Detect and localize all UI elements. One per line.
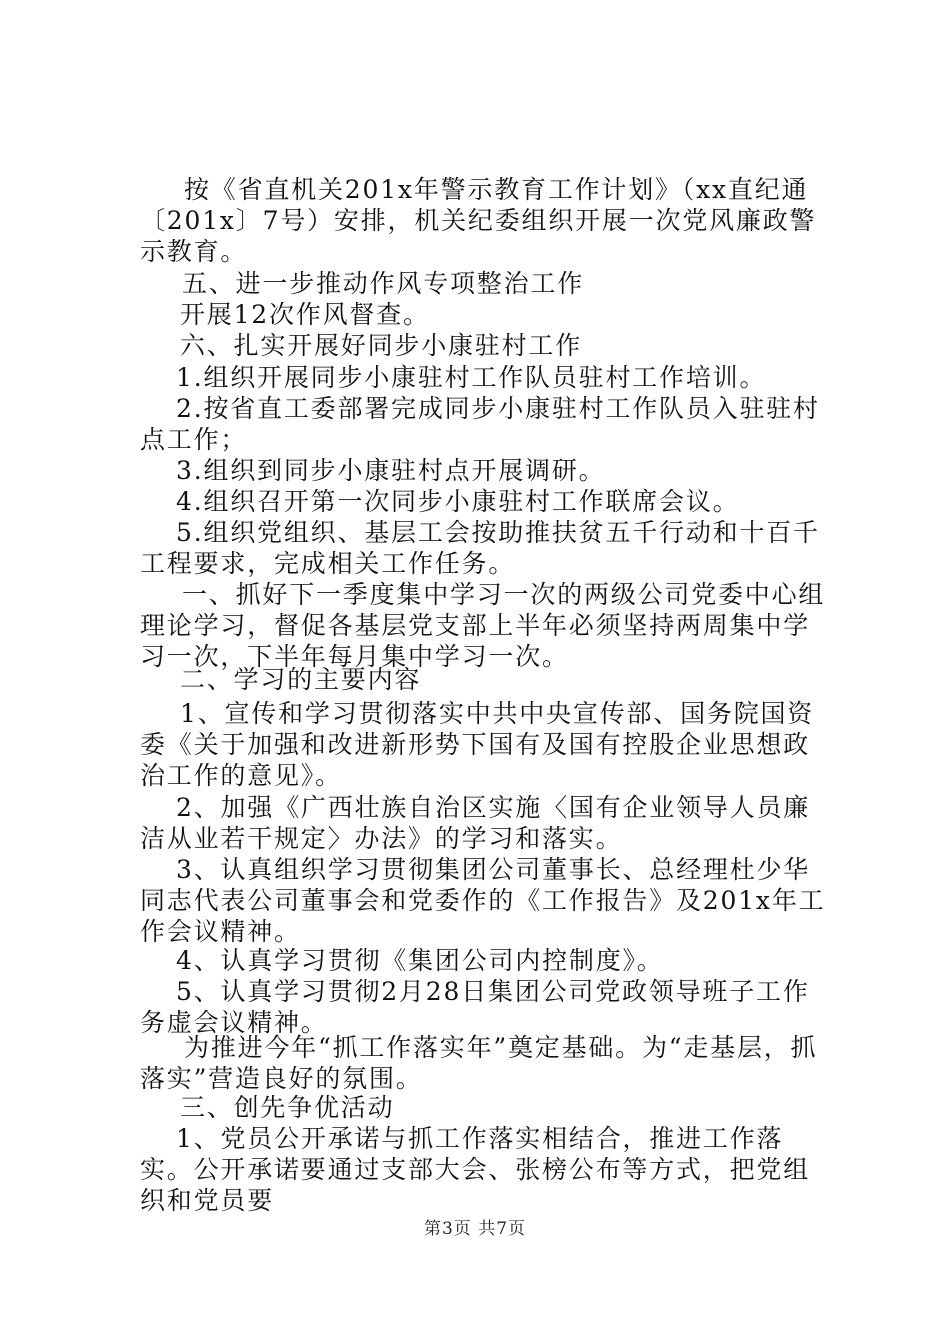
paragraph-foundation: 为推进今年“抓工作落实年”奠定基础。为“走基层，抓落实”营造良好的氛围。 xyxy=(140,1033,818,1094)
heading-study-content: 二、学习的主要内容 xyxy=(180,665,422,694)
study-item-3: 3、认真组织学习贯彻集团公司董事长、总经理杜少华同志代表公司董事会和党委作的《工作报告》及201x年工作会议精神。 xyxy=(140,855,826,947)
heading-village-work: 六、扎实开展好同步小康驻村工作 xyxy=(180,331,583,360)
heading-excellence: 三、创先争优活动 xyxy=(180,1093,395,1122)
study-item-2: 2、加强《广西壮族自治区实施〈国有企业领导人员廉洁从业若干规定〉办法》的学习和落实。 xyxy=(140,793,811,854)
paragraph-warning-education: 按《省直机关201x年警示教育工作计划》（xx直纪通〔201x〕7号）安排，机关纪委组织开展一次党风廉政警示教育。 xyxy=(140,175,817,267)
excellence-item-1: 1、党员公开承诺与抓工作落实相结合，推进工作落实。公开承诺要通过支部大会、张榜公布等方式，把党组织和党员要 xyxy=(140,1124,811,1216)
list-item-5: 5.组织党组织、基层工会按助推扶贫五千行动和十百千工程要求，完成相关工作任务。 xyxy=(140,518,820,579)
paragraph-study-plan: 一、抓好下一季度集中学习一次的两级公司党委中心组理论学习，督促各基层党支部上半年必须坚持两周集中学习一次，下半年每月集中学习一次。 xyxy=(140,580,826,672)
study-item-5: 5、认真学习贯彻2月28日集团公司党政领导班子工作务虚会议精神。 xyxy=(140,977,810,1038)
study-item-1: 1、宣传和学习贯彻落实中共中央宣传部、国务院国资委《关于加强和改进新形势下国有及国有控股企业思想政治工作的意见》。 xyxy=(140,699,815,791)
list-item-1: 1.组织开展同步小康驻村工作队员驻村工作培训。 xyxy=(176,363,767,392)
list-item-3: 3.组织到同步小康驻村点开展调研。 xyxy=(176,456,606,485)
list-item-4: 4.组织召开第一次同步小康驻村工作联席会议。 xyxy=(176,487,740,516)
paragraph-inspections: 开展12次作风督查。 xyxy=(180,300,430,329)
list-item-2: 2.按省直工委部署完成同步小康驻村工作队员入驻驻村点工作； xyxy=(140,394,820,455)
study-item-4: 4、认真学习贯彻《集团公司内控制度》。 xyxy=(176,946,664,975)
heading-work-style: 五、进一步推动作风专项整治工作 xyxy=(182,269,585,298)
page-number: 第3页 共7页 xyxy=(423,1219,527,1239)
